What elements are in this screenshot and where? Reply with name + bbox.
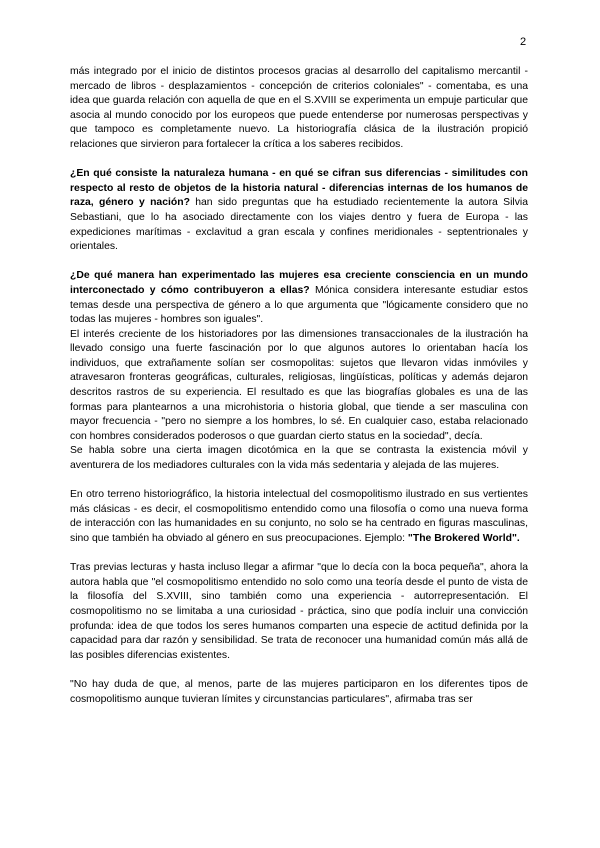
paragraph-mujeres-text: Mónica considera interesante estudiar estos temas desde una perspectiva de género a lo que argumenta que "lógicamente considero que no todas las mujeres - hombres son iguales". — [70, 284, 528, 326]
paragraph-capitalismo: más integrado por el inicio de distintos procesos gracias al desarrollo del capitalismo mercantil - mercado de libros - desplazamientos - concepción de criterios coloniales" - comentaba, es una idea que guarda relación con aquella de que en el S.XVIII se experimenta un empuje particular que asocia al mundo conocido por los europeos que puede entenderse por numerosas perspectivas y que tampoco es completamente nuevo. La historiografía clásica de la ilustración propició relaciones que sirvieron para fortalecer la crítica a los saberes recibidos. — [70, 66, 528, 150]
paragraph-imagen-dicotomica: Se habla sobre una cierta imagen dicotómica en la que se contrasta la existencia móvil y aventurera de los mediadores culturales con la vida más sedentaria y alejada de las mujeres. — [70, 445, 528, 472]
document-body — [70, 65, 528, 707]
paragraph-previas-lecturas: Tras previas lecturas y hasta incluso llegar a afirmar "que lo decía con la boca pequeña", ahora la autora habla que "el cosmopolitismo entendido no solo como una teoría desde el punto de vista de la filosofía del S.XVIII, sino también como una experiencia - autorrepresentación. El cosmopolitismo no se limitaba a una curiosidad - práctica, sino que podía incluir una convicción profunda: idea de que todos los seres humanos comparten una especie de actitud definida por la capacidad para dar razón y sensibilidad. Se trata de reconocer una humanidad común más allá de las posibles diferencias existentes. — [70, 562, 528, 661]
question-mujeres: ¿De qué manera han experimentado las mujeres esa creciente consciencia en un mundo interconectado y cómo contribuyeron a ellas? — [70, 270, 528, 296]
paragraph-naturaleza-humana-text: han sido preguntas que ha estudiado recientemente la autora Silvia Sebastiani, que lo ha asociado directamente con los viajes dentro y fuera de Europa - las expediciones marítimas - exclavitud a gran escala y confines meridionales - septentrionales y orientales. — [70, 197, 528, 253]
example-brokered-world: "The Brokered World". — [407, 533, 520, 544]
paragraph-historia-intelectual — [70, 488, 528, 546]
page-number: 2 — [520, 36, 527, 48]
question-naturaleza-humana: ¿En qué consiste la naturaleza humana - en qué se cifran sus diferencias - similitudes con respecto al resto de objetos de la historia natural - diferencias internas de los humanos de raza, género y nación? — [70, 168, 528, 209]
paragraph-naturaleza-humana — [70, 167, 528, 255]
paragraph-mujeres — [70, 269, 528, 327]
paragraph-historia-intelectual-text: En otro terreno historiográfico, la historia intelectual del cosmopolitismo ilustrado en sus vertientes más clásicas - es decir, el cosmopolitismo entendido como una filosofía o como una nueva forma de interacción con las humanidades en su conjunto, no solo se ha centrado en figuras masculinas, sino que también ha obviado al género en sus preocupaciones. Ejemplo: — [70, 489, 528, 544]
paragraph-no-hay-duda: "No hay duda de que, al menos, parte de las mujeres participaron en los diferentes tipos de cosmopolitismo aunque tuvieran límites y circunstancias particulares", afirmaba tras ser — [70, 678, 528, 705]
paragraph-interes-historiadores: El interés creciente de los historiadores por las dimensiones transaccionales de la ilustración ha llevado consigo una fuerte fascinación por lo que algunos autores lo orientaban hacía los individuos, que extrañamente solían ser cosmopolitas: sujetos que llevaron vidas inmóviles y atravesaron fronteras geográficas, culturales, religiosas, lingüísticas, políticas y además dejaron descritos rastros de su experiencia. El resultado es que las biografías globales es una de las formas para plantearnos a una microhistoria o historia global, que tiende a ser masculina con mayor frecuencia - "pero no siempre a los hombres, lo sé. En cualquier caso, estaba relacionado con hombres considerados poderosos o que guardan cierto status en la sociedad", decía. — [70, 328, 528, 442]
